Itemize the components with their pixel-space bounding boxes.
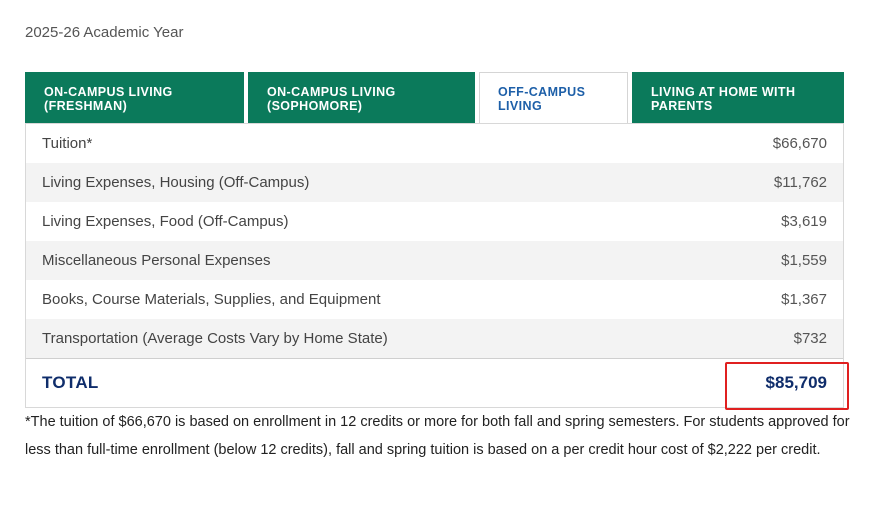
row-label: Books, Course Materials, Supplies, and Equipment [42, 291, 381, 308]
tab-on-campus-sophomore[interactable]: ON-CAMPUS LIVING (SOPHOMORE) [248, 72, 475, 123]
tab-on-campus-freshman[interactable]: ON-CAMPUS LIVING (FRESHMAN) [25, 72, 244, 123]
table-row [26, 319, 843, 358]
row-label: Living Expenses, Food (Off-Campus) [42, 213, 289, 230]
row-amount: $66,670 [772, 135, 827, 152]
row-amount: $11,762 [773, 174, 827, 191]
row-amount: $1,559 [781, 252, 827, 269]
row-label: Miscellaneous Personal Expenses [42, 252, 271, 269]
total-label: TOTAL [42, 373, 99, 392]
academic-year-label: 2025-26 Academic Year [25, 24, 184, 41]
row-amount: $732 [793, 330, 827, 347]
tab-off-campus[interactable]: OFF-CAMPUS LIVING [479, 72, 628, 123]
table-row [26, 124, 843, 163]
table-row [26, 202, 843, 241]
row-label: Living Expenses, Housing (Off-Campus) [42, 174, 310, 191]
row-label: Transportation (Average Costs Vary by Home State) [42, 330, 388, 347]
total-amount: $85,709 [765, 373, 827, 392]
table-row [26, 163, 843, 202]
cost-table [25, 123, 844, 408]
tab-living-at-home[interactable]: LIVING AT HOME WITH PARENTS [632, 72, 844, 123]
row-amount: $3,619 [781, 213, 827, 230]
living-option-tabs [25, 72, 844, 123]
table-row [26, 280, 843, 319]
row-amount: $1,367 [781, 291, 827, 308]
tuition-footnote: *The tuition of $66,670 is based on enrollment in 12 credits or more for both fall and spring semesters. For students approved for less than full-time enrollment (below 12 credits), fall and spring tuition is based on a per credit hour cost of $2,222 per credit. [25, 414, 850, 458]
row-label: Tuition* [42, 135, 93, 152]
total-row [26, 358, 843, 407]
table-row [26, 241, 843, 280]
